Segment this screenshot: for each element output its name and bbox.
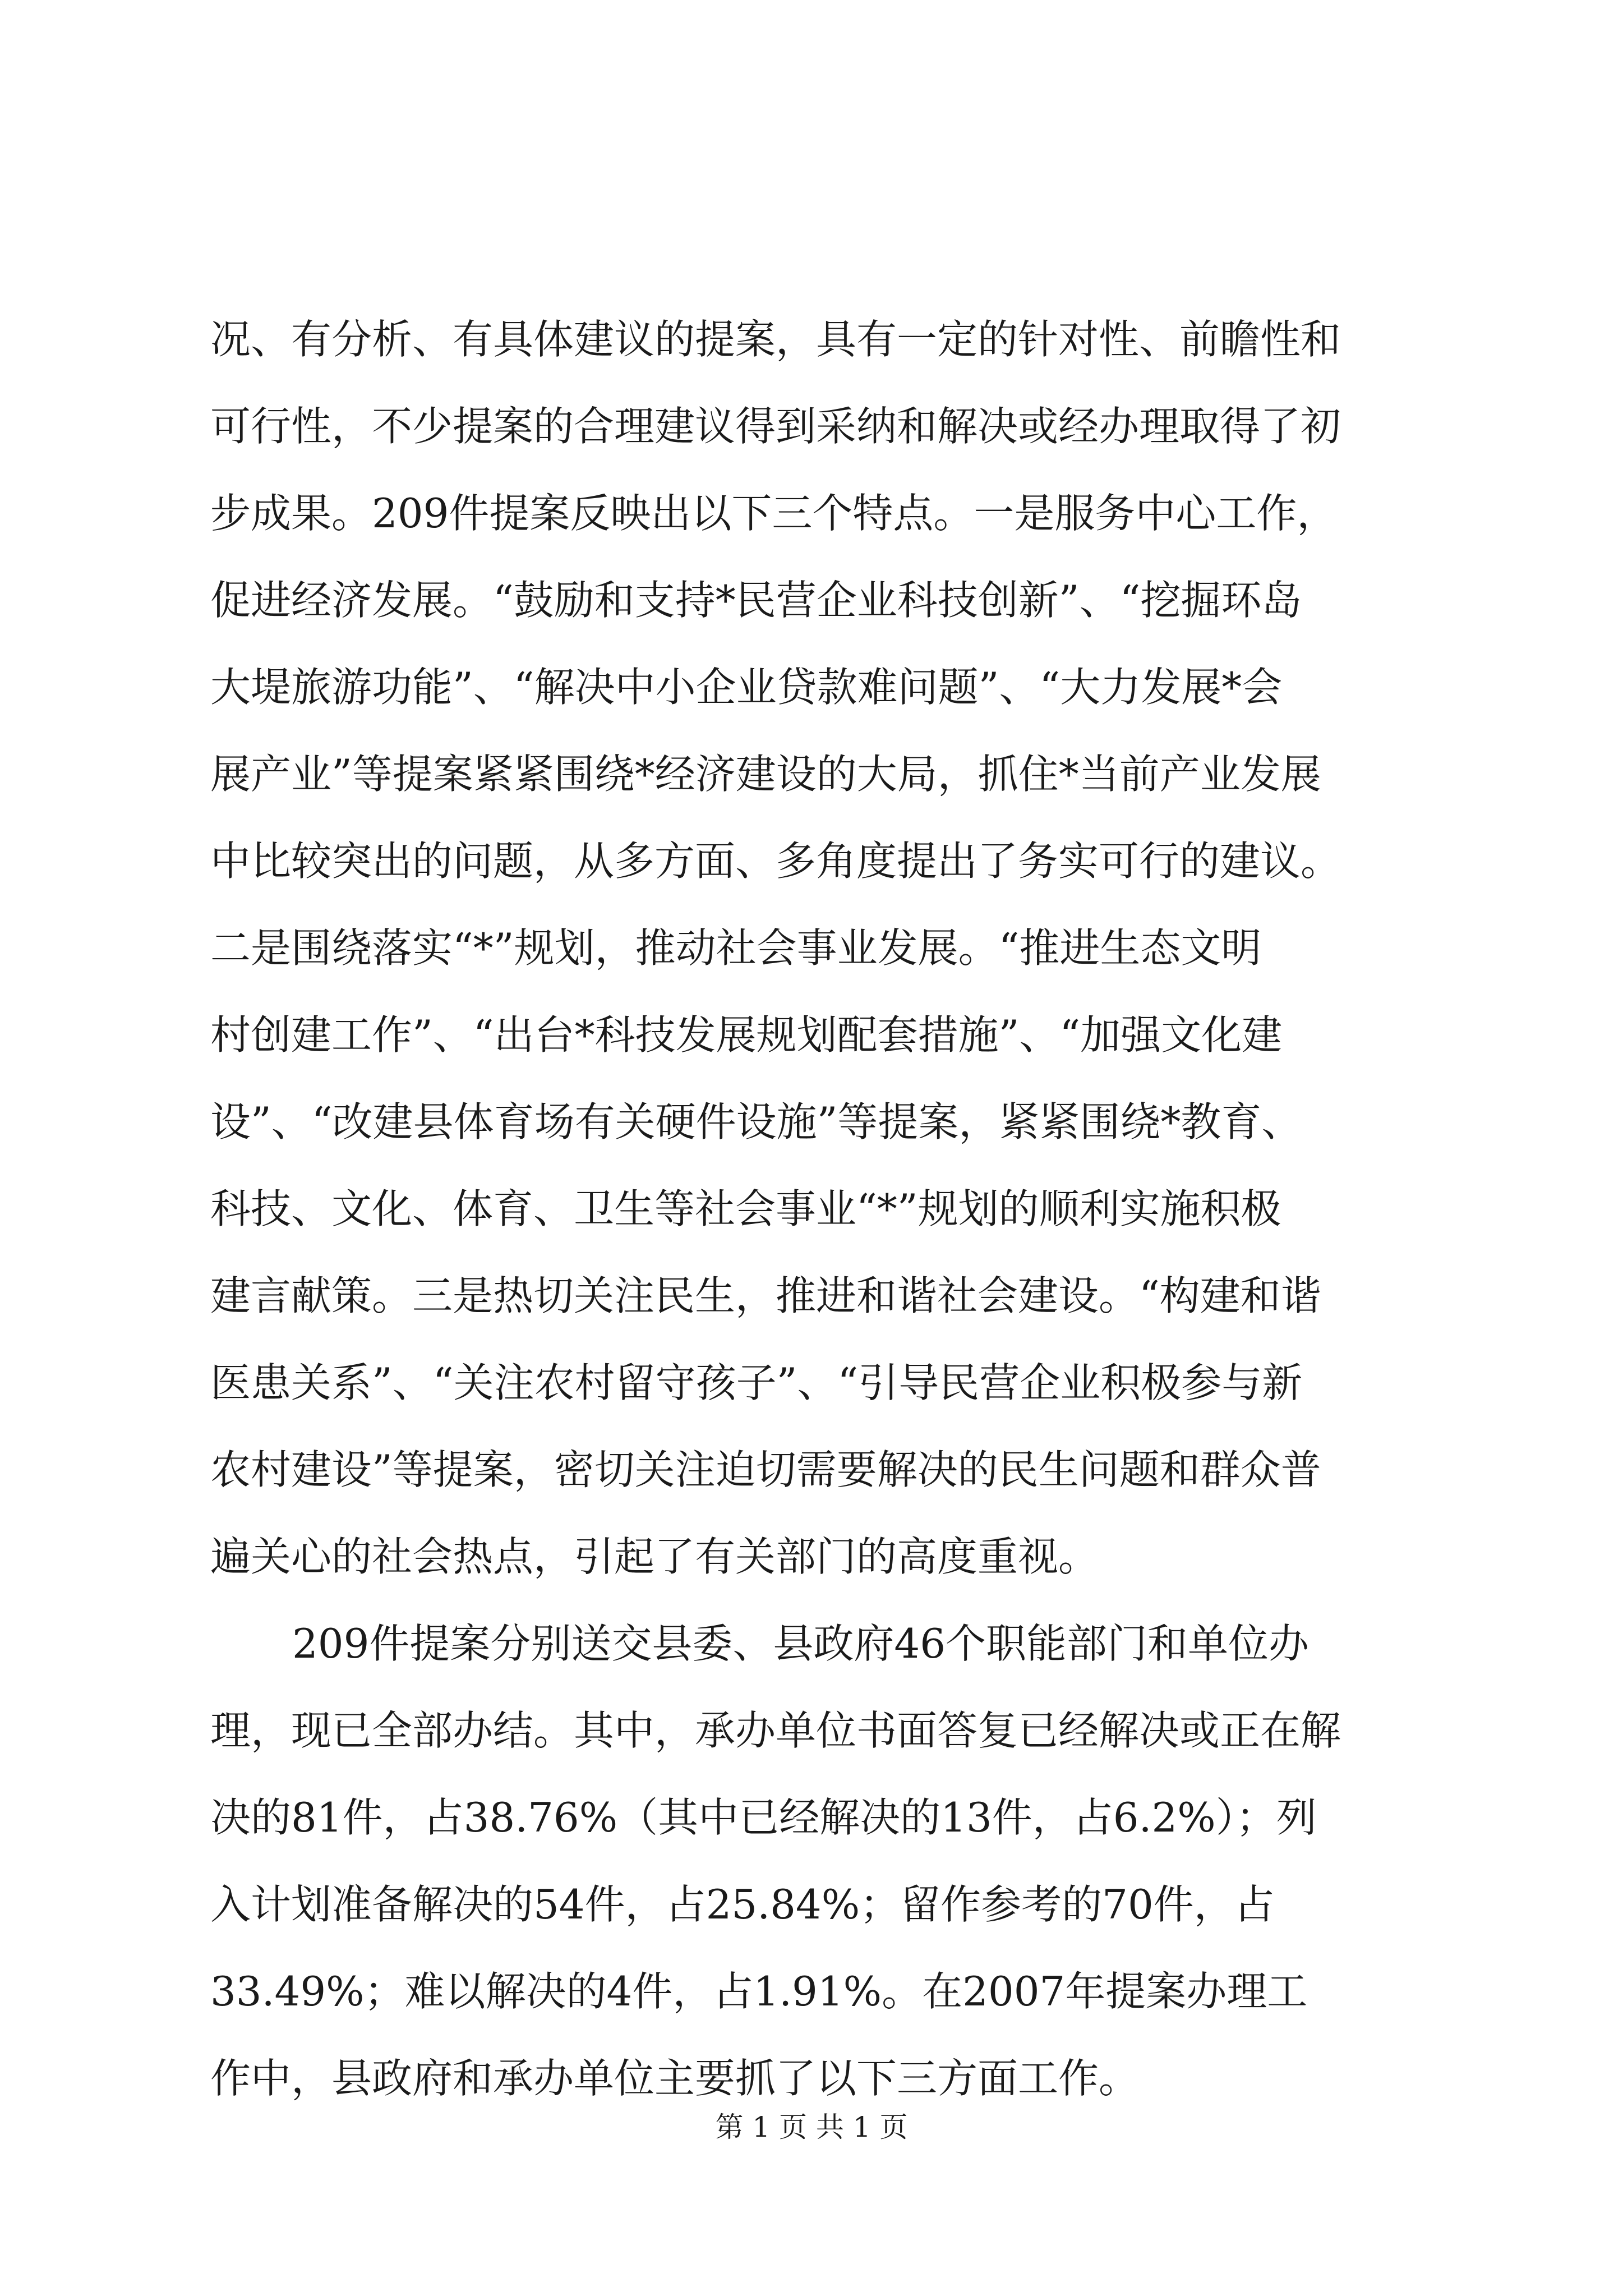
text-line: 村创建工作”、“出台*科技发展规划配套措施”、“加强文化建: [210, 1011, 1283, 1059]
page-footer: [0, 2105, 1623, 2145]
text-line: 理，现已全部办结。其中，承办单位书面答复已经解决或正在解: [210, 1707, 1341, 1754]
text-line: 农村建设”等提案，密切关注迫切需要解决的民生问题和群众普: [210, 1446, 1321, 1493]
paragraph-1: [210, 296, 1416, 1600]
paragraph-2: [210, 1600, 1416, 2122]
text-line: 设”、“改建县体育场有关硬件设施”等提案，紧紧围绕*教育、: [210, 1098, 1302, 1145]
text-line: 建言献策。三是热切关注民生，推进和谐社会建设。“构建和谐: [210, 1272, 1321, 1319]
text-line: 大堤旅游功能”、“解决中小企业贷款难问题”、“大力发展*会: [210, 664, 1283, 711]
text-line: 中比较突出的问题，从多方面、多角度提出了务实可行的建议。: [210, 838, 1341, 885]
text-line: 科技、文化、体育、卫生等社会事业“*”规划的顺利实施积极: [210, 1185, 1281, 1232]
text-line: 二是围绕落实“*”规划，推动社会事业发展。“推进生态文明: [210, 924, 1262, 972]
text-line: 作中，县政府和承办单位主要抓了以下三方面工作。: [210, 2055, 1140, 2102]
page-number-label: 第 1 页 共 1 页: [715, 2111, 908, 2143]
text-line: 入计划准备解决的54件，占25.84%；留作参考的70件，占: [210, 1881, 1275, 1928]
text-line: 可行性，不少提案的合理建议得到采纳和解决或经办理取得了初: [210, 403, 1341, 450]
text-line: 步成果。209件提案反映出以下三个特点。一是服务中心工作，: [210, 490, 1338, 537]
text-line: 促进经济发展。“鼓励和支持*民营企业科技创新”、“挖掘环岛: [210, 577, 1302, 624]
text-line: 遍关心的社会热点，引起了有关部门的高度重视。: [210, 1533, 1099, 1580]
document-body: [210, 296, 1416, 2122]
text-line: 医患关系”、“关注农村留守孩子”、“引导民营企业积极参与新: [210, 1359, 1303, 1406]
text-line: 33.49%；难以解决的4件，占1.91%。在2007年提案办理工: [210, 1968, 1308, 2015]
text-line: 况、有分析、有具体建议的提案，具有一定的针对性、前瞻性和: [210, 316, 1341, 363]
text-line: 209件提案分别送交县委、县政府46个职能部门和单位办: [292, 1620, 1310, 1667]
text-line: 决的81件，占38.76%（其中已经解决的13件，占6.2%）；列: [210, 1794, 1317, 1841]
text-line: 展产业”等提案紧紧围绕*经济建设的大局，抓住*当前产业发展: [210, 751, 1321, 798]
